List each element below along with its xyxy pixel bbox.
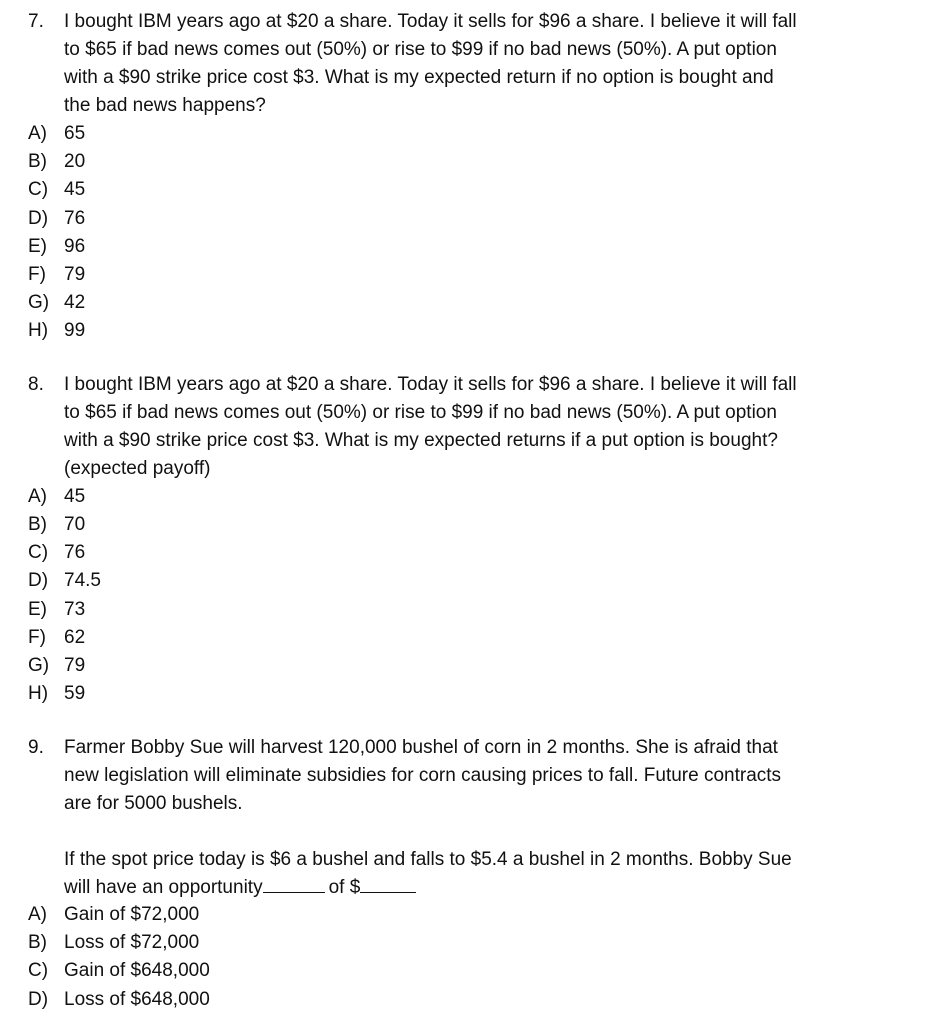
answer-option xyxy=(28,626,85,650)
answer-option xyxy=(28,959,210,983)
answer-option xyxy=(28,654,85,678)
option-text: 20 xyxy=(64,151,86,172)
option-text: 42 xyxy=(64,292,86,313)
option-letter: F) xyxy=(28,627,46,648)
question-number: 9. xyxy=(28,737,44,758)
option-letter: C) xyxy=(28,542,49,563)
answer-option xyxy=(28,569,101,593)
question-text-line: the bad news happens? xyxy=(64,95,266,116)
option-letter: B) xyxy=(28,151,47,172)
followup-text: of $ xyxy=(328,877,361,898)
question-text-line: Farmer Bobby Sue will harvest 120,000 bushel of corn in 2 months. She is afraid that xyxy=(64,737,778,758)
answer-option xyxy=(28,541,85,565)
answer-option xyxy=(28,319,85,343)
option-letter: G) xyxy=(28,292,50,313)
option-letter: F) xyxy=(28,264,46,285)
option-letter: G) xyxy=(28,655,50,676)
option-text: 99 xyxy=(64,320,86,341)
option-text: 76 xyxy=(64,208,86,229)
answer-option xyxy=(28,207,85,231)
option-letter: D) xyxy=(28,208,49,229)
question-number: 8. xyxy=(28,374,44,395)
option-letter: H) xyxy=(28,683,49,704)
option-letter: C) xyxy=(28,960,49,981)
option-text: 45 xyxy=(64,179,86,200)
answer-option xyxy=(28,263,85,287)
answer-option xyxy=(28,931,199,955)
answer-blank xyxy=(263,876,325,893)
option-letter: D) xyxy=(28,989,49,1010)
option-letter: E) xyxy=(28,236,47,257)
option-letter: A) xyxy=(28,123,47,144)
question-text-line: with a $90 strike price cost $3. What is my expected return if no option is bought and xyxy=(64,67,774,88)
answer-option xyxy=(28,682,85,706)
option-text: 45 xyxy=(64,486,86,507)
option-text: 65 xyxy=(64,123,86,144)
followup-text: will have an opportunity xyxy=(64,877,263,898)
option-text: Loss of $648,000 xyxy=(64,989,210,1010)
answer-blank xyxy=(360,876,416,893)
answer-option xyxy=(28,903,199,927)
answer-option xyxy=(28,988,210,1012)
option-letter: H) xyxy=(28,320,49,341)
option-text: 74.5 xyxy=(64,570,101,591)
option-text: Gain of $648,000 xyxy=(64,960,210,981)
answer-option xyxy=(28,178,85,202)
option-letter: B) xyxy=(28,514,47,535)
question-text-line: to $65 if bad news comes out (50%) or rise to $99 if no bad news (50%). A put option xyxy=(64,39,777,60)
option-text: 73 xyxy=(64,599,86,620)
option-letter: E) xyxy=(28,599,47,620)
answer-option xyxy=(28,235,85,259)
option-text: 59 xyxy=(64,683,86,704)
option-text: 76 xyxy=(64,542,86,563)
question-followup-line: If the spot price today is $6 a bushel and falls to $5.4 a bushel in 2 months. Bobby Sue xyxy=(64,849,792,870)
option-text: 79 xyxy=(64,655,86,676)
option-letter: B) xyxy=(28,932,47,953)
option-text: Loss of $72,000 xyxy=(64,932,200,953)
answer-option xyxy=(28,291,85,315)
question-text-line: to $65 if bad news comes out (50%) or rise to $99 if no bad news (50%). A put option xyxy=(64,402,777,423)
option-letter: A) xyxy=(28,904,47,925)
option-letter: D) xyxy=(28,570,49,591)
question-text-line: new legislation will eliminate subsidies for corn causing prices to fall. Future contracts xyxy=(64,765,782,786)
option-text: 96 xyxy=(64,236,86,257)
question-text-line: I bought IBM years ago at $20 a share. Today it sells for $96 a share. I believe it will fall xyxy=(64,374,797,395)
answer-option xyxy=(28,598,85,622)
question-text-line: I bought IBM years ago at $20 a share. Today it sells for $96 a share. I believe it will fall xyxy=(64,11,797,32)
question-followup-line xyxy=(64,876,416,900)
question-text-line: with a $90 strike price cost $3. What is my expected returns if a put option is bought? xyxy=(64,430,778,451)
answer-option xyxy=(28,150,85,174)
option-letter: C) xyxy=(28,179,49,200)
option-text: 79 xyxy=(64,264,86,285)
question-text-line: (expected payoff) xyxy=(64,458,211,479)
answer-option xyxy=(28,122,85,146)
option-text: 62 xyxy=(64,627,86,648)
option-text: Gain of $72,000 xyxy=(64,904,200,925)
option-letter: A) xyxy=(28,486,47,507)
option-text: 70 xyxy=(64,514,86,535)
answer-option xyxy=(28,485,85,509)
answer-option xyxy=(28,513,85,537)
question-number: 7. xyxy=(28,11,44,32)
question-text-line: are for 5000 bushels. xyxy=(64,793,243,814)
